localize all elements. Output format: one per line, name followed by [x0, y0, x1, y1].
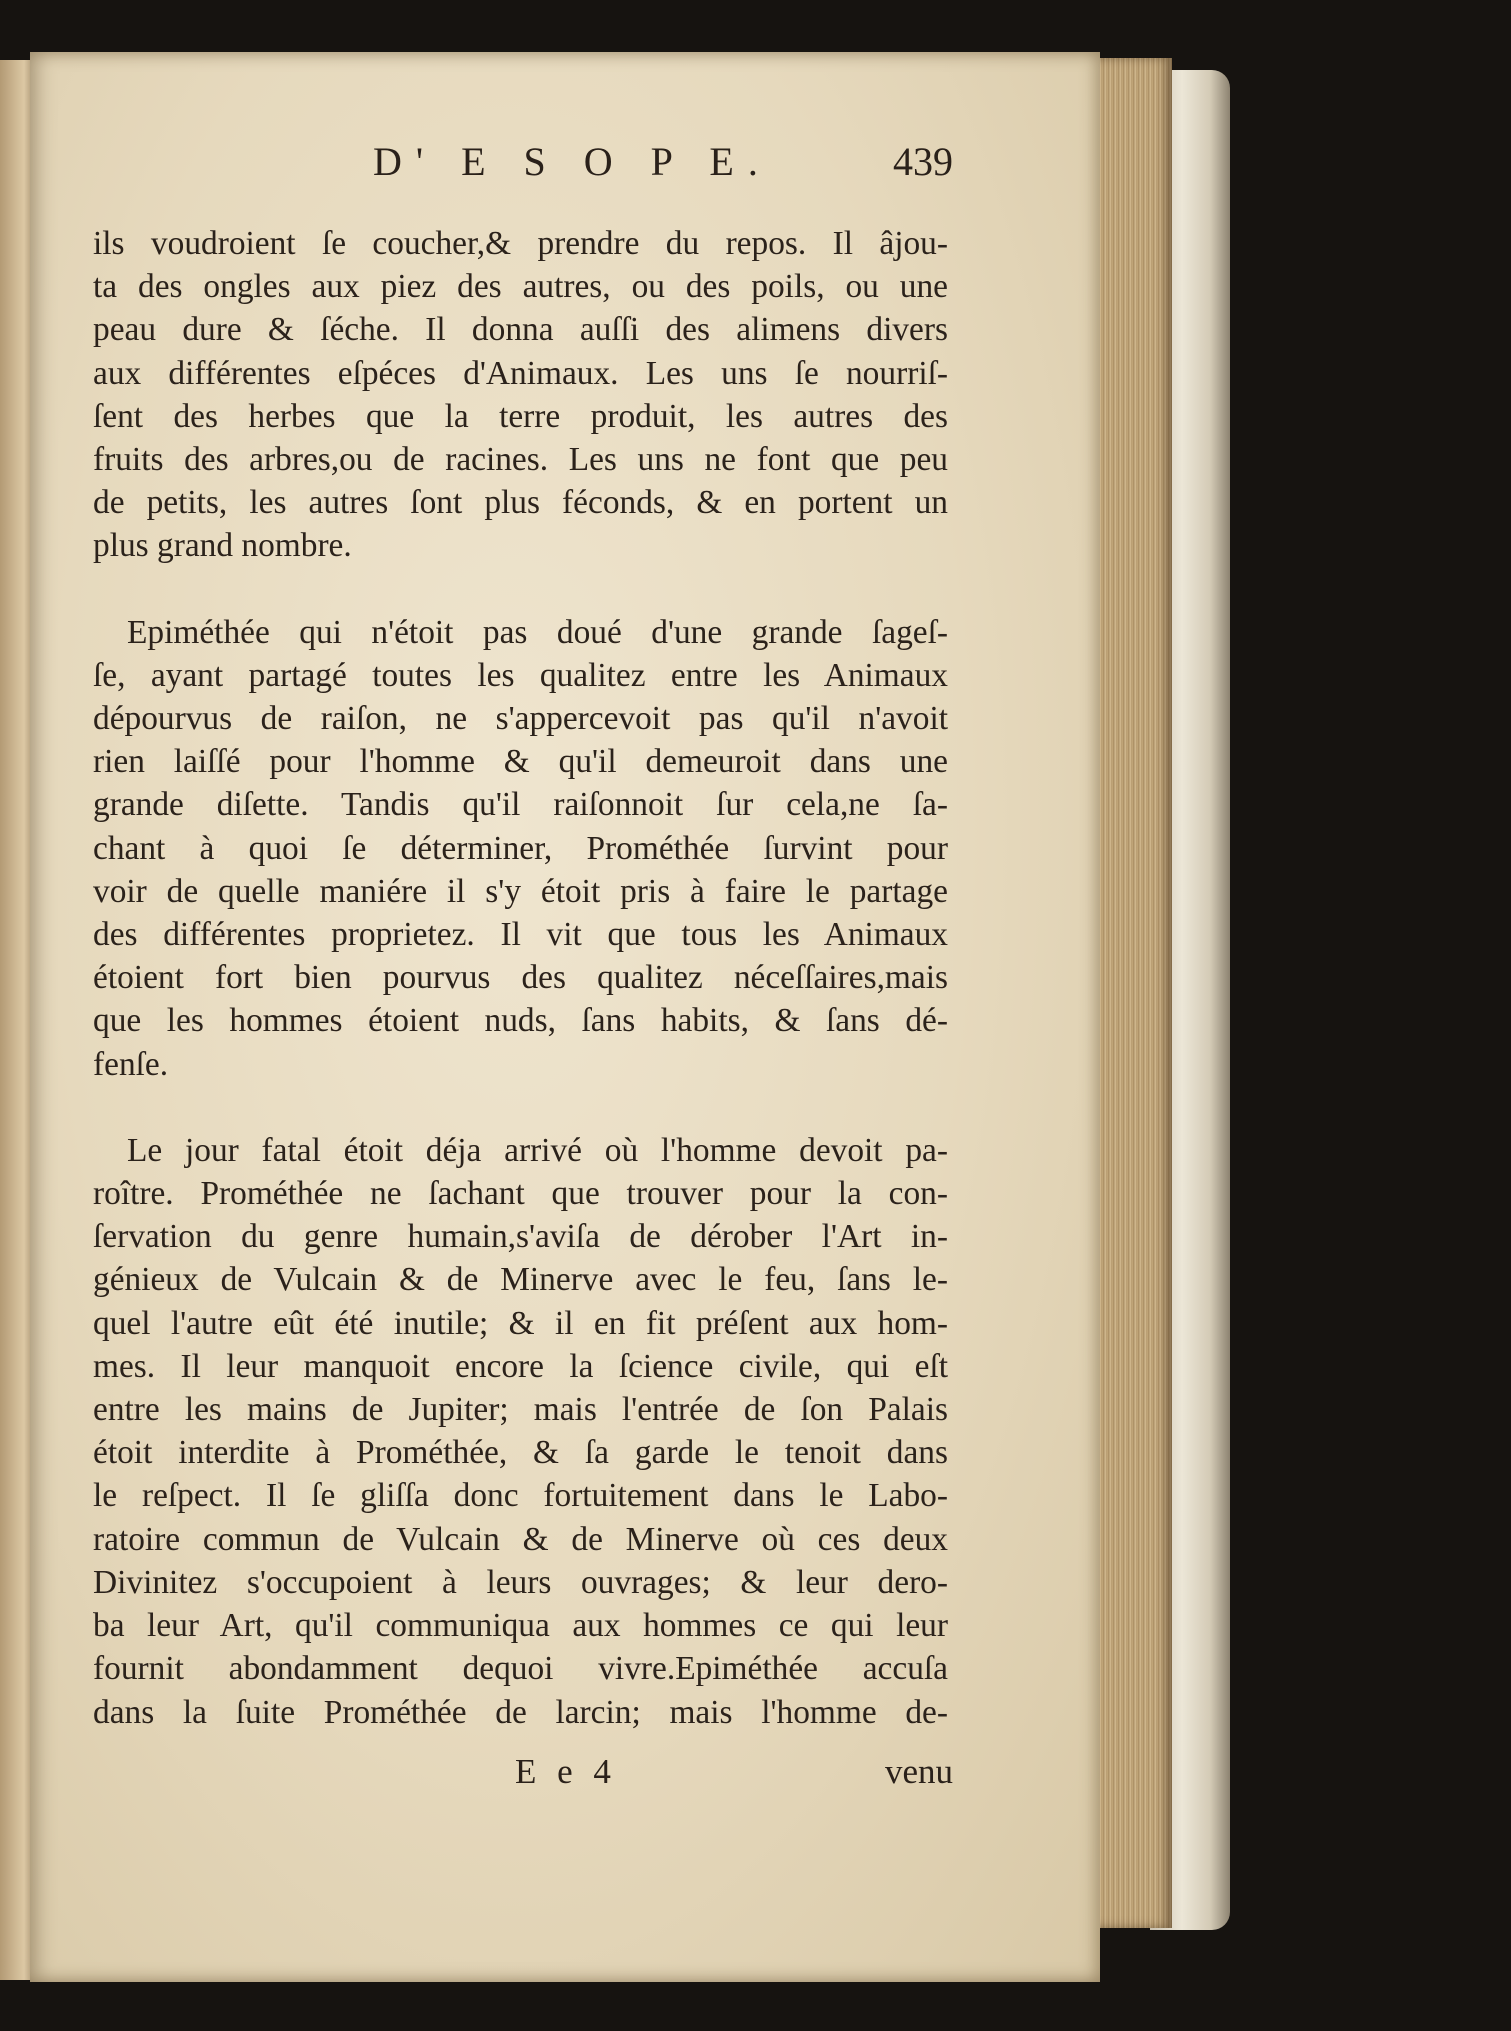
text-line: ils voudroient ſe coucher,& prendre du repos. Il âjou- — [93, 225, 948, 262]
text-line: de petits, les autres ſont plus féconds, & en portent un — [93, 484, 948, 522]
signature-mark: E e 4 — [515, 1752, 617, 1791]
text-line: ſent des herbes que la terre produit, les autres des — [93, 397, 948, 435]
text-line: dépourvus de raiſon, ne s'appercevoit pas qu'il n'avoit — [93, 700, 948, 738]
page-number: 439 — [893, 139, 953, 184]
text-line: ſe, ayant partagé toutes les qualitez entre les Animaux — [93, 656, 948, 694]
text-line: aux différentes eſpéces d'Animaux. Les uns ſe nourriſ- — [93, 354, 948, 392]
text-line: dans la ſuite Prométhée de larcin; mais l'homme de- — [93, 1693, 948, 1731]
text-line: quel l'autre eût été inutile; & il en fit préſent aux hom- — [93, 1304, 948, 1342]
page-block-edge — [1092, 58, 1172, 1928]
text-line: des différentes proprietez. Il vit que tous les Animaux — [93, 916, 948, 954]
text-line: génieux de Vulcain & de Minerve avec le feu, ſans le- — [93, 1261, 948, 1299]
text-line: ta des ongles aux piez des autres, ou des poils, ou une — [93, 268, 948, 306]
text-line: le reſpect. Il ſe gliſſa donc fortuitement dans le Labo- — [93, 1477, 948, 1515]
text-line: peau dure & ſéche. Il donna auſſi des alimens divers — [93, 311, 948, 349]
text-line: Epiméthée qui n'étoit pas doué d'une grande ſageſ- — [127, 613, 948, 651]
text-line: ba leur Art, qu'il communiqua aux hommes ce qui leur — [93, 1607, 948, 1645]
running-head: D' E S O P E. — [373, 139, 772, 184]
page-header — [93, 138, 953, 198]
text-line: plus grand nombre. — [93, 527, 352, 565]
paragraph-2 — [93, 611, 948, 1086]
text-line: Divinitez s'occupoient à leurs ouvrages; & leur dero- — [93, 1563, 948, 1601]
text-line: ratoire commun de Vulcain & de Minerve où ces deux — [93, 1520, 948, 1558]
text-line: ſervation du genre humain,s'aviſa de dérober l'Art in- — [93, 1218, 948, 1256]
text-line: étoient fort bien pourvus des qualitez néceſſaires,mais — [93, 959, 948, 997]
text-line: Le jour fatal étoit déja arrivé où l'homme devoit pa- — [127, 1131, 948, 1169]
body-text — [93, 222, 948, 1734]
text-line: fruits des arbres,ou de racines. Les uns ne font que peu — [93, 441, 948, 479]
paragraph-3 — [93, 1129, 948, 1734]
text-line: mes. Il leur manquoit encore la ſcience civile, qui eſt — [93, 1347, 948, 1385]
text-line: roître. Prométhée ne ſachant que trouver pour la con- — [93, 1175, 948, 1213]
text-line: voir de quelle maniére il s'y étoit pris à faire le partage — [93, 872, 948, 910]
text-line: que les hommes étoient nuds, ſans habits, & ſans dé- — [93, 1002, 948, 1040]
text-line: fournit abondamment dequoi vivre.Epiméthée accuſa — [93, 1650, 948, 1688]
catchword: venu — [884, 1752, 953, 1791]
text-line: rien laiſſé pour l'homme & qu'il demeuroit dans une — [93, 743, 948, 781]
text-line: grande diſette. Tandis qu'il raiſonnoit ſur cela,ne ſa- — [93, 786, 948, 824]
text-line: fenſe. — [93, 1045, 169, 1083]
paragraph-1 — [93, 222, 948, 568]
text-line: entre les mains de Jupiter; mais l'entrée de ſon Palais — [93, 1391, 948, 1429]
text-line: chant à quoi ſe déterminer, Prométhée ſurvint pour — [93, 829, 948, 867]
text-line: étoit interdite à Prométhée, & ſa garde le tenoit dans — [93, 1434, 948, 1472]
page-footer — [93, 1752, 953, 1802]
